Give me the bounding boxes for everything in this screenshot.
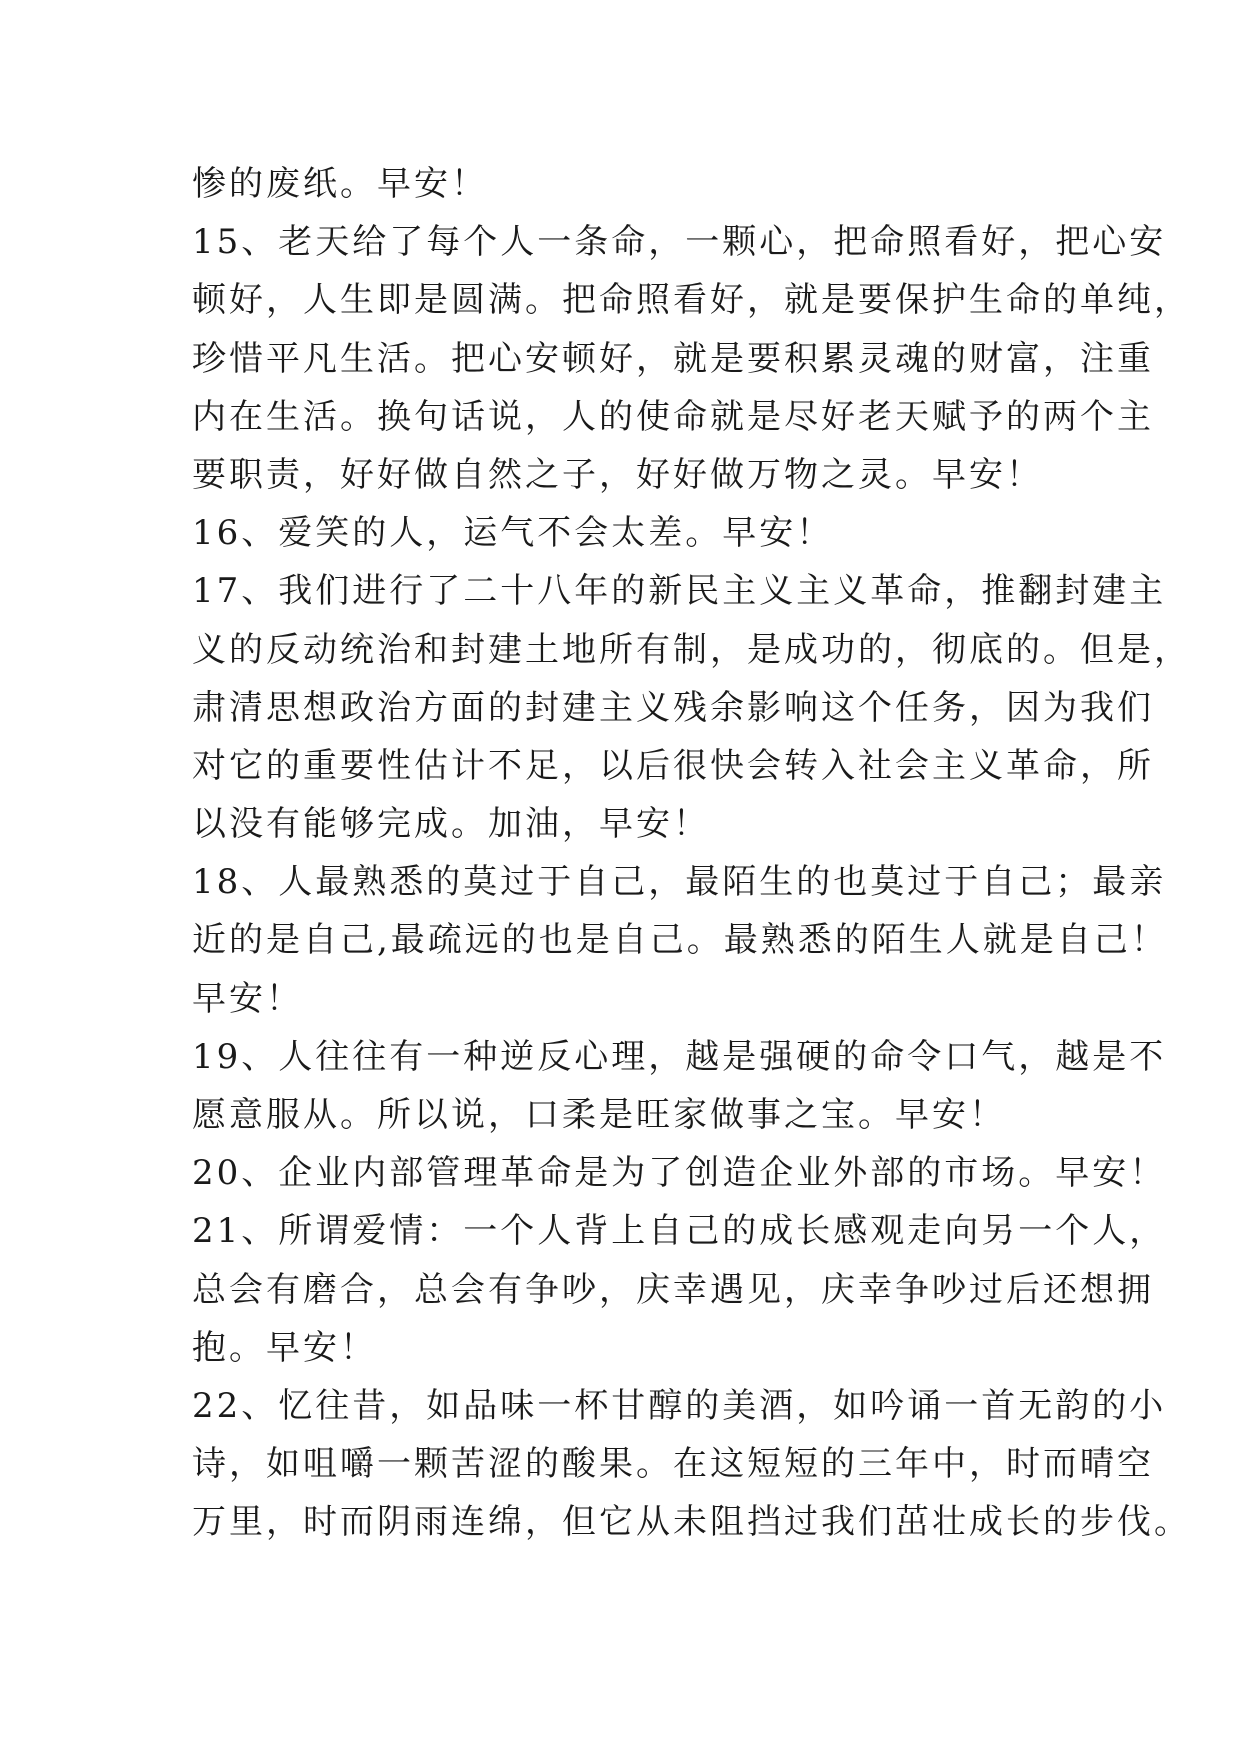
text-line: 抱。早安！ <box>192 1327 377 1368</box>
text-line: 19、人往往有一种逆反心理，越是强硬的命令口气，越是不 <box>192 1036 1167 1077</box>
text-line: 愿意服从。所以说，口柔是旺家做事之宝。早安！ <box>192 1095 1006 1135</box>
text-line: 对它的重要性估计不足，以后很快会转入社会主义革命，所 <box>192 745 1154 786</box>
text-line: 21、所谓爱情：一个人背上自己的成长感观走向另一个人， <box>192 1211 1167 1252</box>
text-line: 18、人最熟悉的莫过于自己，最陌生的也莫过于自己；最亲 <box>192 862 1167 903</box>
text-line: 惨的废纸。早安！ <box>192 164 488 204</box>
text-line: 总会有磨合，总会有争吵，庆幸遇见，庆幸争吵过后还想拥 <box>192 1269 1154 1310</box>
text-line: 珍惜平凡生活。把心安顿好，就是要积累灵魂的财富，注重 <box>192 338 1154 379</box>
text-line: 诗，如咀嚼一颗苦涩的酸果。在这短短的三年中，时而晴空 <box>192 1444 1154 1485</box>
text-line: 17、我们进行了二十八年的新民主义主义革命，推翻封建主 <box>192 571 1167 612</box>
text-line: 要职责，好好做自然之子，好好做万物之灵。早安！ <box>192 454 1043 495</box>
text-line: 早安！ <box>192 978 303 1019</box>
text-line: 近的是自己,最疏远的也是自己。最熟悉的陌生人就是自己！ <box>192 920 1168 961</box>
body-text <box>192 155 1191 1552</box>
text-line: 肃清思想政治方面的封建主义残余影响这个任务，因为我们 <box>192 687 1154 728</box>
text-line: 16、爱笑的人，运气不会太差。早安！ <box>192 513 834 554</box>
text-line: 万里，时而阴雨连绵，但它从未阻挡过我们茁壮成长的步伐。 <box>192 1502 1191 1543</box>
text-line: 20、企业内部管理革命是为了创造企业外部的市场。早安！ <box>192 1153 1167 1194</box>
text-line: 义的反动统治和封建土地所有制，是成功的，彻底的。但是， <box>192 629 1191 670</box>
text-line: 以没有能够完成。加油，早安！ <box>192 804 710 845</box>
text-line: 22、忆往昔，如品味一杯甘醇的美酒，如吟诵一首无韵的小 <box>192 1385 1167 1426</box>
text-line: 15、老天给了每个人一条命，一颗心，把命照看好，把心安 <box>192 222 1167 263</box>
text-line: 内在生活。换句话说，人的使命就是尽好老天赋予的两个主 <box>192 396 1154 437</box>
text-line: 顿好，人生即是圆满。把命照看好，就是要保护生命的单纯， <box>192 280 1191 321</box>
